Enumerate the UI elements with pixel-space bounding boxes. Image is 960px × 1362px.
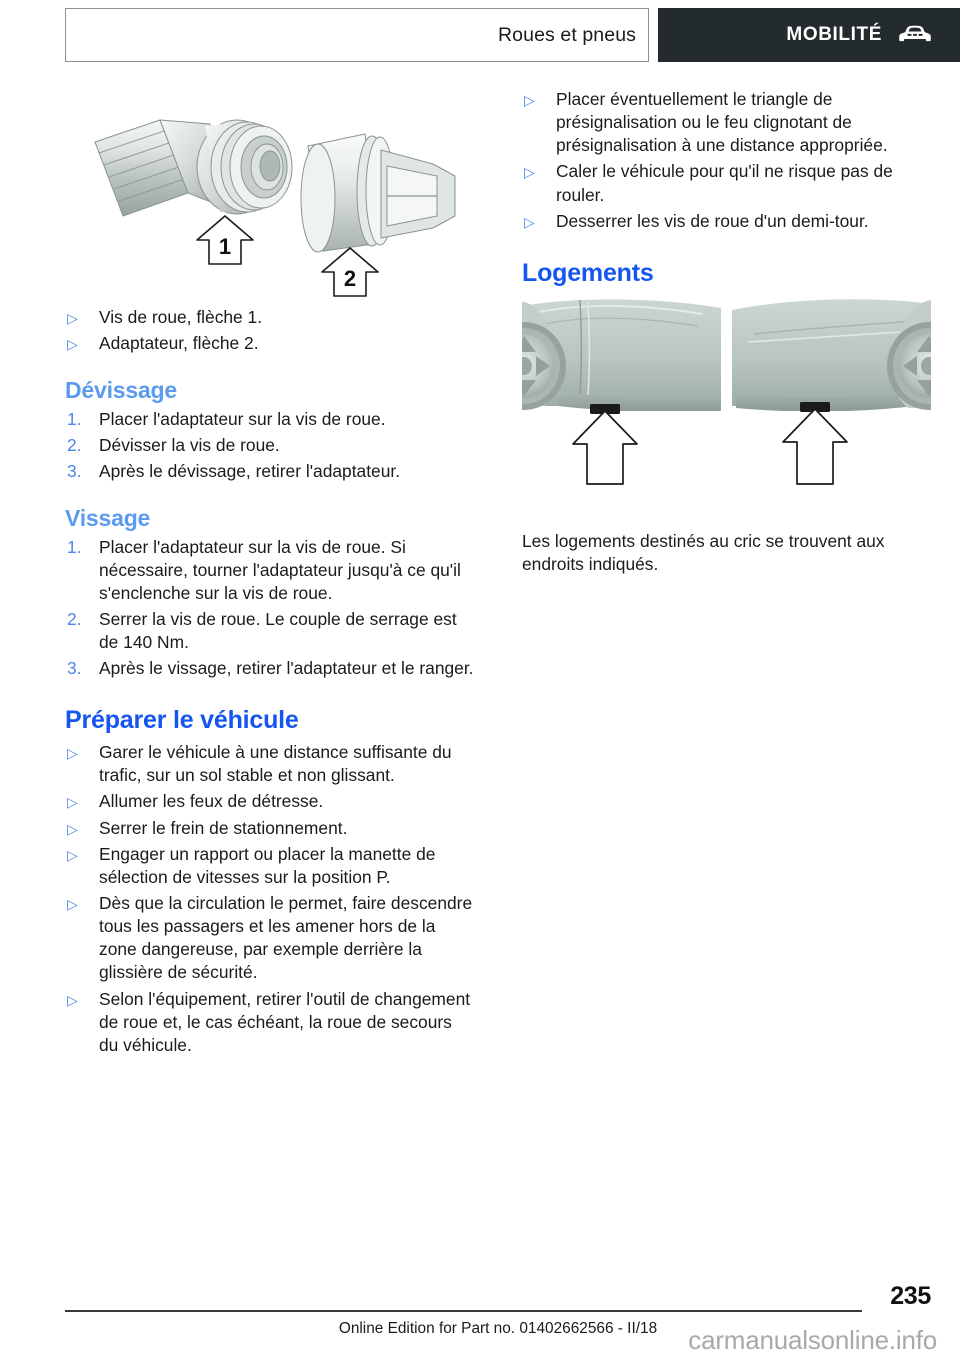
list-item-text: Garer le véhicule à une distance suffisante du trafic, sur un sol stable et non glissant.	[99, 742, 452, 786]
list-item	[65, 657, 474, 680]
bullet-triangle-icon: ▷	[67, 820, 78, 837]
right-column	[522, 88, 931, 1060]
list-item-text: Vis de roue, flèche 1.	[99, 307, 263, 327]
bullet-triangle-icon: ▷	[67, 794, 78, 811]
list-item-text: Dévisser la vis de roue.	[99, 434, 280, 455]
list-item	[65, 434, 474, 457]
list-item	[65, 892, 474, 985]
list-item	[522, 88, 931, 157]
list-item	[65, 790, 474, 813]
header-chapter-box	[65, 8, 649, 62]
bullet-triangle-icon: ▷	[67, 336, 78, 353]
right-bullet-list	[522, 88, 931, 233]
list-item	[65, 817, 474, 840]
step-number: 2.	[67, 434, 82, 455]
car-front-icon	[898, 24, 932, 46]
list-item	[65, 741, 474, 787]
page-number: 235	[890, 1282, 931, 1310]
heading-vissage: Vissage	[65, 505, 151, 532]
page-header	[65, 8, 960, 62]
vissage-step-list	[65, 536, 474, 681]
list-item-text: Allumer les feux de détresse.	[99, 791, 324, 812]
list-item-text: Serrer la vis de roue. Le couple de serrage est de 140 Nm.	[99, 609, 457, 653]
header-section-label: MOBILITÉ	[786, 24, 882, 45]
site-watermark: carmanualsonline.info	[688, 1325, 937, 1355]
bullet-triangle-icon: ▷	[524, 92, 535, 108]
step-number: 2.	[67, 609, 82, 629]
list-item-text: Après le vissage, retirer l'adaptateur et le ranger.	[99, 658, 474, 679]
list-item	[65, 988, 474, 1057]
list-item	[522, 160, 931, 206]
bullet-triangle-icon: ▷	[524, 164, 535, 181]
list-item-text: Placer éventuellement le triangle de présignalisation ou le feu clignotant de présignalisation à une distance appropriée.	[556, 89, 888, 156]
footer-edition-note: Online Edition for Part no. 01402662566 - II/18	[338, 1320, 658, 1337]
jack-points-diagram	[522, 294, 931, 516]
bullet-triangle-icon: ▷	[67, 310, 78, 326]
page-content	[65, 88, 931, 1060]
heading-preparer-le-vehicule: Préparer le véhicule	[65, 706, 299, 735]
list-item	[522, 210, 931, 233]
list-item	[65, 408, 474, 431]
header-section-box	[658, 8, 960, 62]
heading-devissage: Dévissage	[65, 377, 177, 404]
bullet-triangle-icon: ▷	[67, 846, 78, 863]
list-item-text: Serrer le frein de stationnement.	[99, 817, 348, 838]
callout-number-2: 2	[343, 266, 357, 291]
header-chapter-label: Roues et pneus	[498, 23, 636, 46]
list-item	[65, 536, 474, 605]
callout-number-1: 1	[218, 234, 232, 259]
list-item-text: Engager un rapport ou placer la manette de sélection de vitesses sur la position P.	[99, 843, 436, 887]
bullet-triangle-icon: ▷	[67, 991, 78, 1008]
bullet-triangle-icon: ▷	[67, 896, 78, 913]
list-item	[65, 332, 474, 355]
heading-logements: Logements	[522, 258, 654, 287]
bullet-triangle-icon: ▷	[67, 745, 78, 762]
list-item-text: Placer l'adaptateur sur la vis de roue. Si nécessaire, tourner l'adaptateur jusqu'à ce qu'il s'enclenche sur la vis de roue.	[99, 536, 461, 603]
list-item	[65, 843, 474, 889]
step-number: 1.	[67, 536, 82, 557]
step-number: 1.	[67, 408, 82, 429]
list-item-text: Après le dévissage, retirer l'adaptateur.	[99, 461, 401, 481]
list-item-text: Dès que la circulation le permet, faire descendre tous les passagers et les amener hors de la zone dangereuse, par exemple derrière la glissière de sécurité.	[99, 893, 473, 983]
bullet-triangle-icon: ▷	[524, 213, 535, 230]
footer-divider	[65, 1310, 862, 1312]
list-item-text: Desserrer les vis de roue d'un demi-tour.	[556, 210, 869, 231]
preparer-bullet-list	[65, 741, 474, 1057]
step-number: 3.	[67, 658, 82, 679]
list-item-text: Placer l'adaptateur sur la vis de roue.	[99, 408, 386, 429]
step-number: 3.	[67, 461, 82, 481]
list-item-text: Caler le véhicule pour qu'il ne risque pas de rouler.	[556, 161, 893, 205]
list-item-text: Adaptateur, flèche 2.	[99, 333, 259, 354]
callout-legend-list	[65, 306, 474, 355]
list-item-text: Selon l'équipement, retirer l'outil de changement de roue et, le cas échéant, la roue de secours du véhicule.	[99, 988, 471, 1055]
jack-points-caption: Les logements destinés au cric se trouvent aux endroits indiqués.	[522, 530, 885, 574]
list-item	[65, 460, 474, 483]
list-item	[65, 306, 474, 329]
wheel-bolt-and-adapter-diagram	[65, 88, 474, 306]
page-footer	[65, 1272, 937, 1362]
devissage-step-list	[65, 408, 474, 483]
left-column	[65, 88, 474, 1060]
list-item	[65, 608, 474, 654]
